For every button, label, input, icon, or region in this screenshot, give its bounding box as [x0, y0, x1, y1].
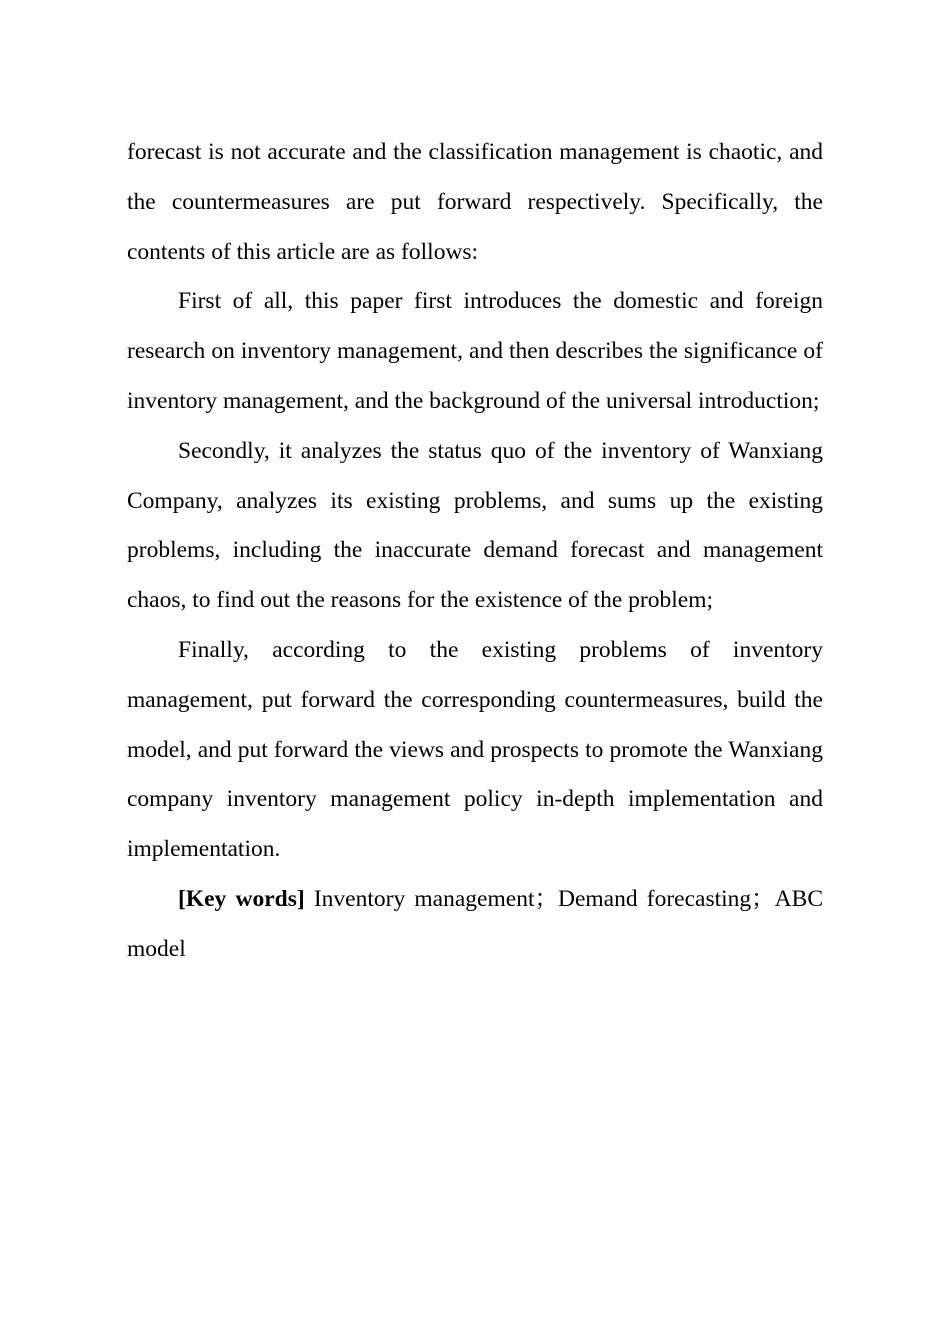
keyword-separator: ；	[751, 885, 775, 912]
keywords-label: [Key words]	[178, 885, 305, 912]
keyword-item: Demand forecasting	[557, 885, 752, 912]
abstract-paragraph-second: Secondly, it analyzes the status quo of the inventory of Wanxiang Company, analyzes its existing problems, and sums up the existing problems, including the inaccurate demand forecast and management chaos, to find out the reasons for the existence of the problem;	[127, 437, 823, 614]
keyword-item: Inventory management	[313, 885, 535, 912]
abstract-paragraph-continuation: forecast is not accurate and the classification management is chaotic, and the countermeasures are put forward respectively. Specifically, the contents of this article are as follows:	[127, 139, 823, 265]
document-page	[127, 128, 823, 975]
keywords-line	[127, 875, 823, 975]
abstract-paragraph-finally: Finally, according to the existing problems of inventory management, put forward the corresponding countermeasures, build the model, and put forward the views and prospects to promote the Wanxiang company inventory management policy in-depth implementation and implementation.	[127, 636, 823, 863]
keyword-separator: ；	[534, 885, 558, 912]
abstract-paragraph-first: First of all, this paper first introduces the domestic and foreign research on inventory management, and then describes the significance of inventory management, and the background of the universal introduction;	[127, 288, 823, 414]
keyword-item: ABC model	[127, 885, 823, 962]
